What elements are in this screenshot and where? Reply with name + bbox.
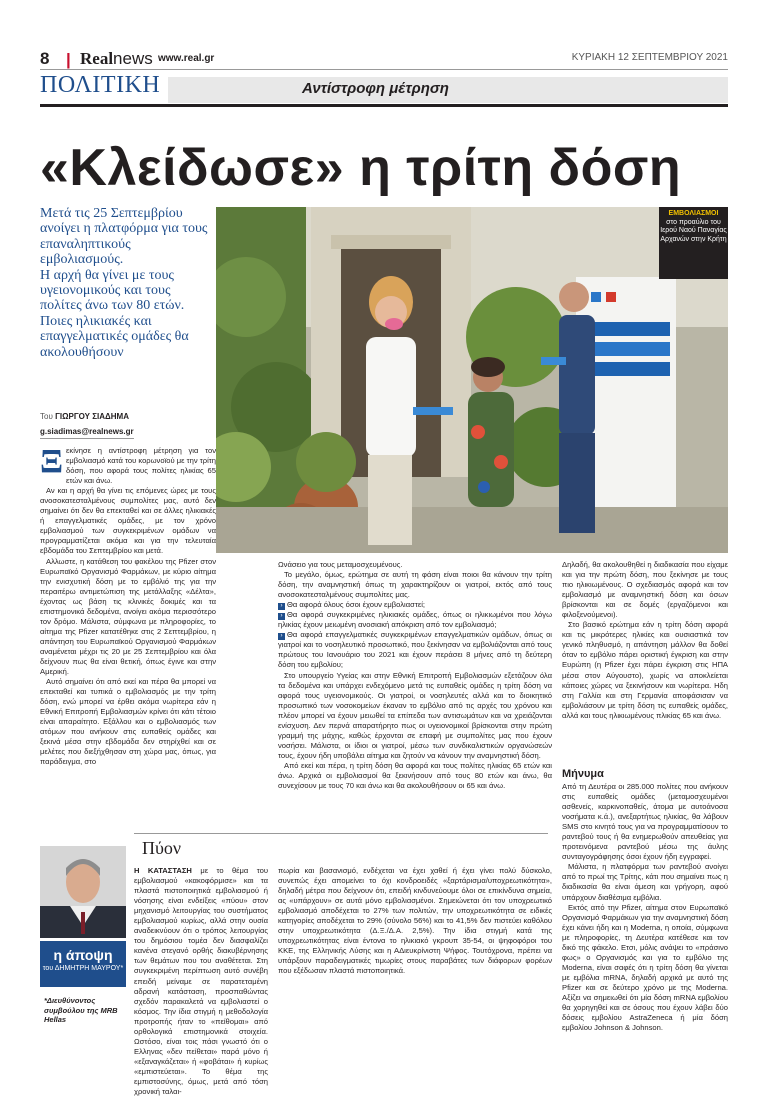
- article-column-2: [278, 560, 552, 791]
- deck-line: Η αρχή θα γίνει με τους υγειονομικούς και τους πολίτες άνω των 80 ετών.: [40, 267, 185, 314]
- paragraph: πωρία και βασανισμό, ενδέχεται να έχει χαθεί ή έχει γίνει πολύ δύσκολο, συνεπώς έχει απομείνει το όχι κονδροειδές «ξαρτάρισμα/υποχρεωτικότητα», δηλαδή μέτρα που δείχνουν ότι, επειδή κινδυνεύουμε όλοι σε επικίνδυνα σημεία, ας «υπάρχουν» σε αυτά μόνο εμβολιασμένοι. Σημειώνεται ότι τον υποχρεωτικό εμβολιασμό αποδέχεται το 27% των πολιτών, την υποχρεωτικότητα σε ειδικές κατηγορίες αποδέχεται το 29% (σύνολο 56%) και το 41,5% δεν πιστεύει καθόλου στην υποχρεωτικότητα (Δ.Ξ./Δ.Α. 2,5%). Την ίδια στιγμή κατά της υποχρεωτικότητας είναι έντονα το ηλικιακό γκρουπ 35-54, οι ψηφοφόροι του ΚΚΕ, της Ελληνικής Λύσης και η ΑΔιευκρίνιστη Ψήφος. Τουτόχρονα, πρέπει να υπάρξουν παραδειγματικές τιμωρίες στους παραβάτες των διάφορων φορέων που εξέδωσαν πλαστά πιστοποιητικά.: [278, 866, 552, 976]
- vaccination-photo: [216, 207, 728, 553]
- opinion-label-box: [40, 941, 126, 987]
- author-email[interactable]: g.siadimas@realnews.gr: [40, 427, 134, 439]
- author-note: *Διευθύνοντος συμβούλου της MRB Hellas: [44, 996, 118, 1024]
- arrow-bullet-icon: ›: [278, 633, 285, 640]
- drop-cap: Ξ: [40, 443, 64, 480]
- caption-text: στο προαύλιο του Ιερού Ναού Παναγίας Αρχανών στην Κρήτη: [660, 218, 727, 243]
- section-rule: [40, 104, 728, 107]
- opinion-column-1: [134, 866, 268, 1097]
- opinion-rule: [134, 833, 548, 834]
- lead-in: Η ΚΑΤΑΣΤΑΣΗ: [134, 866, 192, 875]
- caption-title: ΕΜΒΟΛΙΑΣΜΟΙ: [668, 210, 719, 217]
- section-title: ΠΟΛΙΤΙΚΗ: [40, 72, 161, 98]
- article-headline: «Κλείδωσε» η τρίτη δόση: [40, 139, 682, 197]
- arrow-bullet-icon: ›: [278, 613, 285, 620]
- bullet-item: › Θα αφορά επαγγελματικές συγκεκριμένων επαγγελματικών ομάδων, όπως οι γιατροί και το νοσηλευτικό προσωπικό, που ξεκίνησαν να εμβολιάζονται από τους πρώτους του Ιανουάριο του 2021 και έχουν περάσει 8 μήνες από τη δεύτερη δόση του εμβολίου;: [278, 630, 552, 670]
- author-portrait: [40, 846, 126, 938]
- opinion-author: του ΔΗΜΗΤΡΗ ΜΑΥΡΟΥ*: [42, 965, 124, 972]
- paragraph: Μάλιστα, η πλατφόρμα των ραντεβού ανοίγει από το πρωί της Τρίτης, κάτι που σημαίνει πως η διαδικασία θα είναι άμεση και γρήγορη, αφού υπάρχουν διαθέσιμα εμβόλια.: [562, 862, 728, 902]
- paragraph: Το μεγάλο, όμως, ερώτημα σε αυτή τη φάση είναι ποιοι θα κάνουν την τρίτη δόση, την αναμνηστική όπως τη χαρακτηρίζουν οι γιατροί, εκτός από τους ανοσοκατεσταλμένους συμπολίτες μας.: [278, 570, 552, 600]
- paragraph: Από εκεί και πέρα, η τρίτη δόση θα αφορά και τους πολίτες ηλικίας 65 ετών και άνω. Αρχικά οι εμβολιασμοί θα ξεκινήσουν από τους 80 ετών και άνω, θα συνεχίσουν με τους 70 και άνω και θα ακολουθήσουν οι 65 και άνω.: [278, 760, 552, 791]
- article-column-3-continued: [562, 782, 728, 1033]
- author-name: ΓΙΩΡΓΟΥ ΣΙΑΔΗΜΑ: [55, 412, 129, 421]
- deck-line: Μετά τις 25 Σεπτεμβρίου ανοίγει η πλατφόρμα για τους επαναληπτικούς εμβολιασμούς.: [40, 206, 208, 268]
- article-column-3: [562, 560, 728, 721]
- paragraph: Η ΚΑΤΑΣΤΑΣΗ με το θέμα του εμβολιασμού «κακοφόρμισε» και τα πλαστά πιστοποιητικά εμβολιασμού ή νόσησης είναι ενδείξεις «πύου» στον μηχανισμό λειτουργίας του συστήματος εμβολιασμού κυρίως, αλλά στην ουσία αναδεικνύουν ότι ο τρόπος λειτουργίας του δημόσιου τομέα δεν διασφαλίζει κανένα στεγανό ορθής διακυβέρνησης των θεμάτων που του αναθέτεται. Στη συγκεκριμένη περίπτωση αυτό συνέβη επειδή μείναμε σε παρατεταμένη αδρανή κατάσταση, προσπαθώντας σχεδόν παρακαλετά να εμβολιαστεί ο κόσμος. Την ίδια στιγμή η μεθοδολογία προτροπής ήταν το «πείθομαι» από ορθολογικά επιστημονικά στοιχεία. Ωστόσο, είναι τοις πάσι γνωστό ότι ο Ελληνας «δεν πείθεται» παρά μόνο ή «εξαναγκάζεται» ή «φοβάται» ή κυρίως «εμπιστεύεται». Το θέμα της εμπιστοσύνης, όμως, μετά από τόση χρονική ταλαι-: [134, 866, 268, 1097]
- opinion-column-2: [278, 866, 552, 977]
- deck-line: Ποιες ηλικιακές και επαγγελματικές ομάδες θα ακολουθήσουν: [40, 313, 189, 360]
- paragraph: Στο υπουργείο Υγείας και στην Εθνική Επιτροπή Εμβολιασμών εξετάζουν όλα τα δεδομένα και υπάρχει ενδεχόμενο μετά τις ευπαθείς ομάδες η τρίτη δόση να αφορά τους υγειονομικούς. Οι γιατροί, οι νοσηλευτές αλλά και το διοικητικό προσωπικό των νοσοκομείων έκαναν το εμβόλιο από τις αρχές του χρόνου και πλέον μπορεί να έχουν μειωθεί τα επίπεδα των αντισωμάτων και να χρειάζονται ενίσχυση. Δεν περνά απαρατήρητο πως οι υγειονομικοί βρίσκονται στην πρώτη γραμμή της μάχης, καθώς έρχονται σε επαφή με συμπολίτες μας που έχουν νοσήσει. Μάλιστα, οι ίδιοι οι γιατροί, μέσω των συνδικαλιστικών οργανώσεών τους, έχουν ήδη υποβάλει αίτημα και ζητούν να κάνουν την αναμνηστική δόση.: [278, 670, 552, 760]
- header-rule: [40, 69, 728, 70]
- page-number: 8: [40, 49, 50, 68]
- issue-date: ΚΥΡΙΑΚΗ 12 ΣΕΠΤΕΜΒΡΙΟΥ 2021: [571, 52, 728, 63]
- bullet-item: › Θα αφορά συγκεκριμένες ηλικιακές ομάδες, όπως οι ηλικιωμένοι που λόγω ηλικίας έχουν μειωμένη ανοσιακή απόκριση από τον εμβολιασμό;: [278, 610, 552, 630]
- byline: Του ΓΙΩΡΓΟΥ ΣΙΑΔΗΜΑ: [40, 412, 129, 421]
- paragraph: Αν και η αρχή θα γίνει τις επόμενες ώρες με τους ανοσοκατεσταλμένους συμπολίτες μας, αυτό δεν σημαίνει ότι δεν θα επεκταθεί και σε άλλες ηλικιακές ή επαγγελματικές ομάδες, με τον χρόνο εμβολιασμού των συγκεκριμένων ομάδων να προγραμματίζεται ακόμα και για την τελευταία εβδομάδα του Σεπτεμβρίου και μετά.: [40, 486, 216, 556]
- subheading: Μήνυμα: [562, 768, 604, 780]
- bullet-item: › Θα αφορά όλους όσοι έχουν εμβολιαστεί;: [278, 600, 552, 610]
- opinion-label: η άποψη: [53, 947, 113, 963]
- paragraph: Ξεκίνησε η αντίστροφη μέτρηση για τον εμβολιασμό κατά του κορωνοϊού με την τρίτη δόση, που αφορά τους πολίτες ηλικίας 65 ετών και άνω.: [40, 443, 216, 486]
- paragraph: Στο βασικό ερώτημα εάν η τρίτη δόση αφορά και τις μικρότερες ηλικίες και ουσιαστικά τον γενικό πληθυσμό, η απάντηση μάλλον θα δοθεί όταν το εμβόλιο πάρει οριστική έγκριση και στην Ευρώπη (η Pfizer έχει πάρει έγκριση στις ΗΠΑ μέσα στον Αύγουστο), χωρίς να αποκλείεται κάποιες χώρες να ξεκινήσουν και νωρίτερα. Ηδη στη Γαλλία και στη Γερμανία αποφάσισαν να εμβολιάσουν με τρίτη δόση τις ευπαθείς ομάδες, αλλά και τους ηλικιωμένους πλικίας 65 και άνω.: [562, 620, 728, 720]
- paragraph: Εκτός από την Pfizer, αίτημα στον Ευρωπαϊκό Οργανισμό Φαρμάκων για την αναμνηστική δόση έχει κάνει ήδη και η Moderna, η οποία, σύμφωνα με πληροφορίες, τη Δευτέρα κατέθεσε και τον δικό της φάκελο. Ετσι, μόλις ανάψει το «πράσινο φως» ο Οργανισμός και για το εμβόλιο της Moderna, είναι σαφές ότι η τρίτη δόση θα γίνεται με εμβόλια mRNA, δηλαδή αρχικά με αυτό της Pfizer και σε δεύτερο χρόνο με της Moderna. Αξίζει να σημειωθεί ότι μία δόση mRNA εμβολίου θα χορηγηθεί και σε όσους που έχουν λάβει δύο δόσεις εμβολίου AstraZeneca ή μία δόση εμβολίου Johnson & Johnson.: [562, 902, 728, 1033]
- kicker-title: Αντίστροφη μέτρηση: [302, 80, 449, 97]
- article-deck: [40, 206, 208, 360]
- paragraph: Δηλαδή, θα ακολουθηθεί η διαδικασία που είχαμε και για την πρώτη δόση, που ξεκίνησε με τους πιο ηλικιωμένους. Ο σχεδιασμός αφορά και τον εμβολιασμό με αναμνηστική δόση και όσων βρίσκονται και σε δομές (εργαζόμενοι και φιλοξενούμενοι).: [562, 560, 728, 620]
- site-url[interactable]: www.real.gr: [158, 53, 215, 64]
- article-column-1: [40, 443, 216, 768]
- brand-logo[interactable]: Realnews: [80, 49, 153, 68]
- paragraph: Από τη Δευτέρα οι 285.000 πολίτες που ανήκουν στις ευπαθείς ομάδες (μεταμοσχευμένοι ασθενείς, καρκινοπαθείς, άτομα με αυτοάνοσα νοσήματα κ.ά.), ανεξαρτήτως ηλικίας, θα λάβουν SMS στο κινητό τους για να προγραμματίσουν το ραντεβού τους ή θα ενημερωθούν απευθείας για προτεινόμενα ραντεβού μέσω της άυλης συνταγογράφησης όσοι έχουν ήδη εγγραφεί.: [562, 782, 728, 862]
- opinion-title: Πύον: [142, 838, 182, 858]
- paragraph: Αυτό σημαίνει ότι από εκεί και πέρα θα μπορεί να επεκταθεί και τυπικά ο εμβολιασμός με την τρίτη δόση, ενώ μπορεί να έρθει ακόμα νωρίτερα εάν η Εθνική Επιτροπή Εμβολιασμών κρίνει ότι κάτι τέτοιο είναι απαραίτητο. Εξάλλου και ο εμβολιασμός των ατόμων που ανήκουν στις ευπαθείς ομάδες και ξεκινά μέσα στην εβδομάδα δεν στηρίχθεί και σε μελέτες που διεξήχθησαν στη χώρα μας, όπως, για παράδειγμα, στο: [40, 677, 216, 767]
- header-divider: |: [66, 50, 71, 69]
- paragraph: Αλλωστε, η κατάθεση του φακέλου της Pfizer στον Ευρωπαϊκό Οργανισμό Φαρμάκων, με κύριο αίτημα την ενισχυτική δόση με το εμβόλιό της για την περαιτέρω αντιμετώπιση της μετάλλαξης «Δέλτα», έχοντας ως βάση τις κλινικές δοκιμές και τα επιστημονικά δεδομένα, ανοίγει ακόμα περισσότερο τον δρόμο. Μάλιστα, σύμφωνα με πληροφορίες, το αίτημα της Pfizer κατατέθηκε στις 2 Σεπτεμβρίου, η απάντηση του Ευρωπαϊκού Οργανισμού Φαρμάκων αναμένεται μέχρι τις 20 με 25 Σεπτεμβρίου και όλα δείχνουν πως θα είναι θετική, όπως έγινε και στην Αμερική.: [40, 556, 216, 677]
- photo-caption: [659, 207, 728, 279]
- paragraph: Ωνάσειο για τους μεταμοσχευμένους.: [278, 560, 403, 569]
- arrow-bullet-icon: ›: [278, 603, 285, 610]
